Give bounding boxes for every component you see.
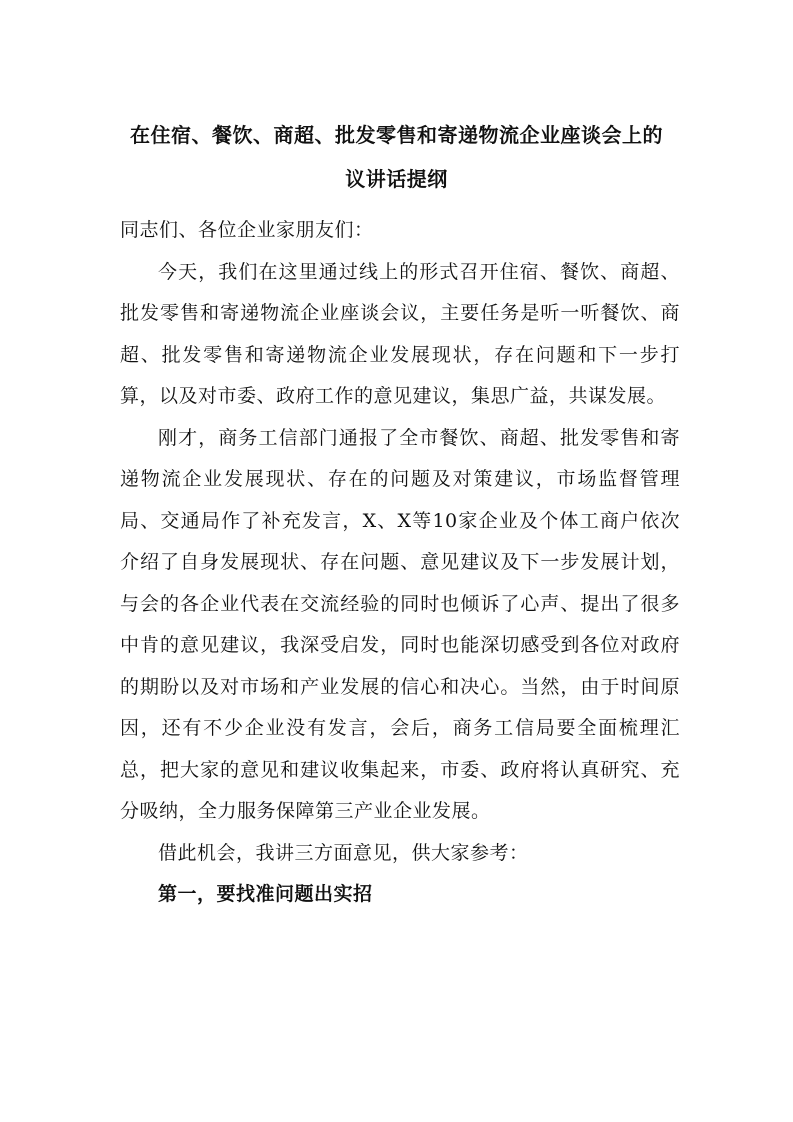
paragraph-summary: 刚才，商务工信部门通报了全市餐饮、商超、批发零售和寄递物流企业发展现状、存在的问题及对策建议，市场监督管理局、交通局作了补充发言，X、X等10家企业及个体工商户依次介绍了自身发展现状、存在问题、意见建议及下一步发展计划，与会的各企业代表在交流经验的同时也倾诉了心声、提出了很多中肯的意见建议，我深受启发，同时也能深切感受到各位对政府的期盼以及对市场和产业发展的信心和决心。当然，由于时间原因，还有不少企业没有发言，会后，商务工信局要全面梳理汇总，把大家的意见和建议收集起来，市委、政府将认真研究、充分吸纳，全力服务保障第三产业企业发展。: [120, 426, 680, 822]
paragraph-transition: 借此机会，我讲三方面意见，供大家参考：: [158, 841, 529, 864]
document-title-line-1: 在住宿、餐饮、商超、批发零售和寄递物流企业座谈会上的: [130, 123, 663, 147]
section-heading-1: 第一，要找准问题出实招: [158, 883, 373, 905]
document-title-line-2: 议讲话提纲: [345, 167, 448, 191]
document-body: [120, 210, 680, 916]
paragraph-opening: 今天，我们在这里通过线上的形式召开住宿、餐饮、商超、批发零售和寄递物流企业座谈会议，主要任务是听一听餐饮、商超、批发零售和寄递物流企业发展现状，存在问题和下一步打算，以及对市委、政府工作的意见建议，集思广益，共谋发展。: [120, 260, 680, 407]
salutation: 同志们、各位企业家朋友们：: [120, 219, 374, 241]
